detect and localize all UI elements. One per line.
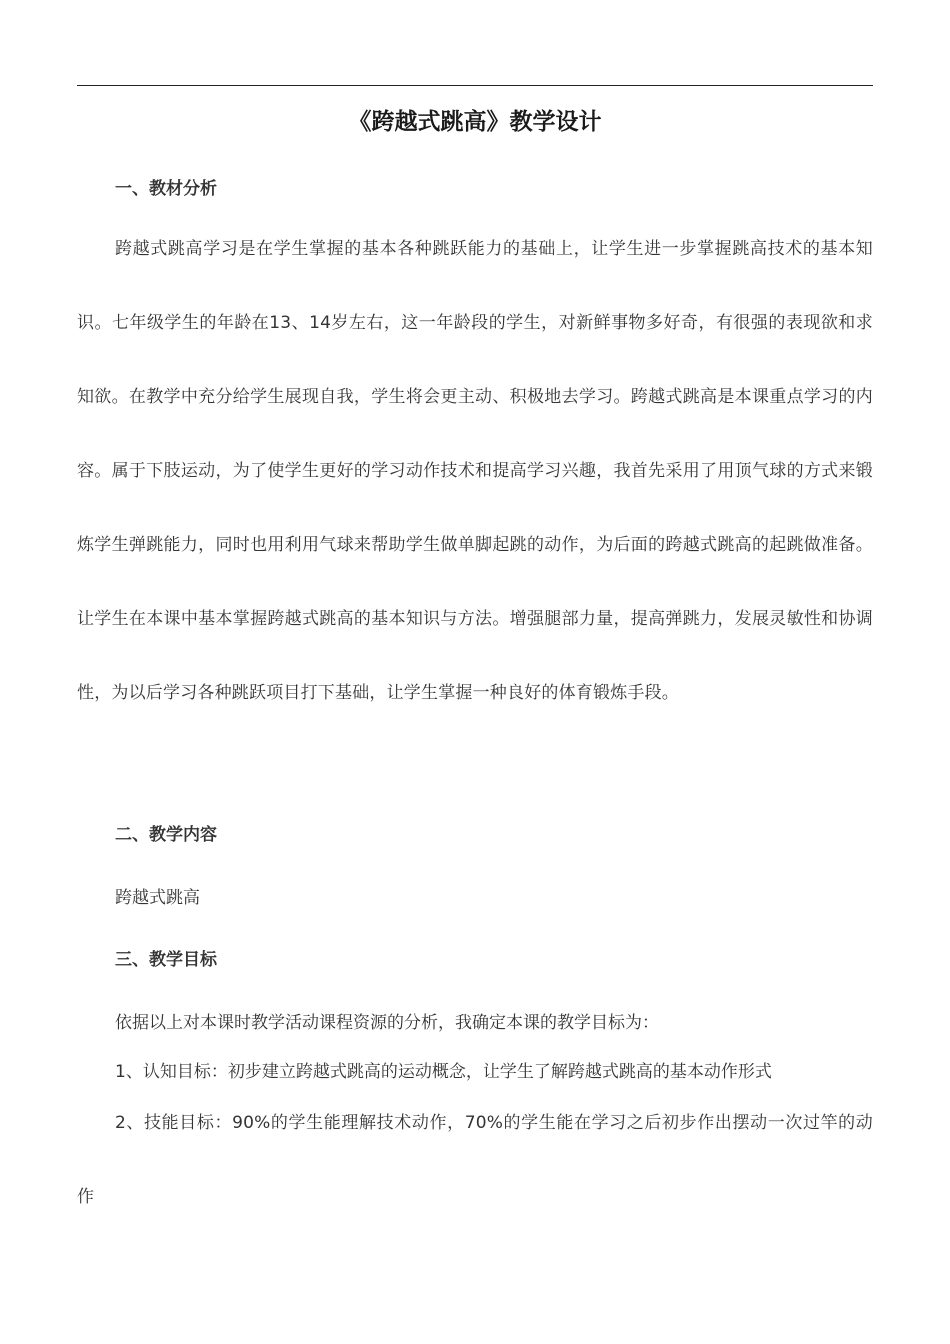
objective-item-skill: 2、技能目标：90%的学生能理解技术动作，70%的学生能在学习之后初步作出摆动一次过竿的动作 [77, 1113, 873, 1207]
document-title: 《跨越式跳高》教学设计 [348, 109, 602, 135]
objectives-intro: 依据以上对本课时教学活动课程资源的分析，我确定本课的教学目标为： [115, 1013, 659, 1033]
section-heading-objectives: 三、教学目标 [115, 950, 217, 970]
objective-item-cognitive: 1、认知目标：初步建立跨越式跳高的运动概念，让学生了解跨越式跳高的基本动作形式 [115, 1062, 772, 1082]
content-text: 跨越式跳高 [115, 888, 200, 908]
section-heading-analysis: 一、教材分析 [115, 179, 217, 199]
section-heading-content: 二、教学内容 [115, 825, 217, 845]
header-rule [77, 85, 873, 86]
analysis-paragraph: 跨越式跳高学习是在学生掌握的基本各种跳跃能力的基础上，让学生进一步掌握跳高技术的基本知识。七年级学生的年龄在13、14岁左右，这一年龄段的学生，对新鲜事物多好奇，有很强的表现欲和求知欲。在教学中充分给学生展现自我，学生将会更主动、积极地去学习。跨越式跳高是本课重点学习的内容。属于下肢运动，为了使学生更好的学习动作技术和提高学习兴趣，我首先采用了用顶气球的方式来锻炼学生弹跳能力，同时也用利用气球来帮助学生做单脚起跳的动作，为后面的跨越式跳高的起跳做准备。让学生在本课中基本掌握跨越式跳高的基本知识与方法。增强腿部力量，提高弹跳力，发展灵敏性和协调性，为以后学习各种跳跃项目打下基础，让学生掌握一种良好的体育锻炼手段。 [77, 239, 873, 703]
